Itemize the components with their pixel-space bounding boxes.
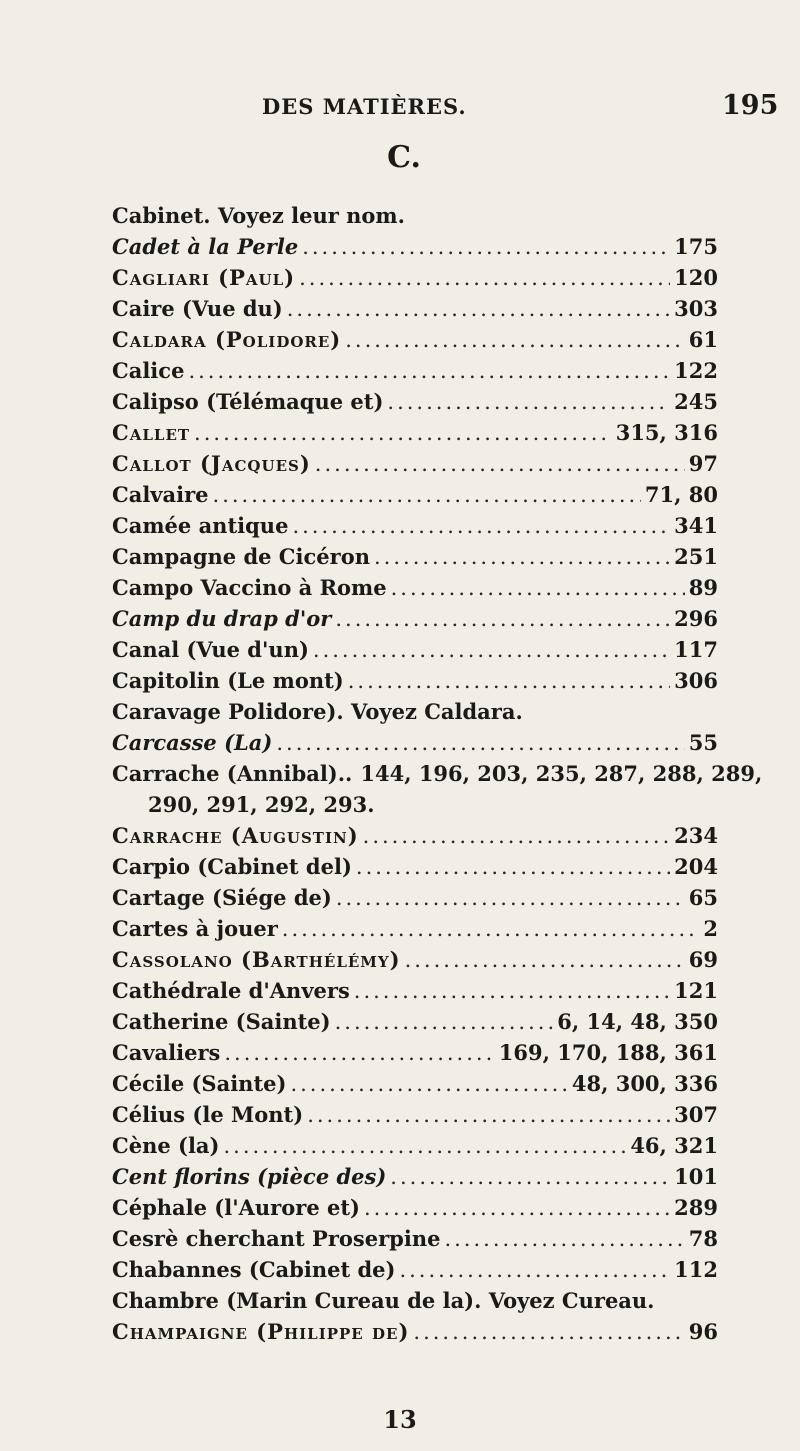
dot-leader — [374, 542, 670, 573]
entry-label: Camp du drap d'or — [112, 606, 332, 631]
index-entry — [112, 355, 718, 386]
index-entry — [112, 293, 718, 324]
entry-page-numbers: 69 — [688, 947, 718, 972]
entry-label: Cavaliers — [112, 1040, 221, 1065]
index-entry — [112, 200, 718, 231]
entry-page-numbers: 175 — [674, 234, 718, 259]
index-entry — [112, 696, 718, 727]
entry-label: Campagne de Cicéron — [112, 544, 370, 569]
entry-label: Canal (Vue d'un) — [112, 637, 309, 662]
dot-leader — [299, 263, 670, 294]
entry-label: Cent florins (pièce des) — [112, 1164, 387, 1189]
entry-page-numbers: 46, 321 — [630, 1133, 718, 1158]
entry-page-numbers: 315, 316 — [615, 420, 718, 445]
entry-page-numbers: 6, 14, 48, 350 — [557, 1009, 718, 1034]
dot-leader — [405, 945, 685, 976]
entry-label: Callet — [112, 420, 191, 445]
index-entry — [112, 1037, 718, 1068]
dot-leader — [413, 1317, 684, 1348]
index-entry — [112, 634, 718, 665]
entry-label: Catherine (Sainte) — [112, 1009, 331, 1034]
index-entry — [112, 510, 718, 541]
index-entry — [112, 944, 718, 975]
dot-leader — [335, 1007, 554, 1038]
entry-label: Chabannes (Cabinet de) — [112, 1257, 396, 1282]
index-entry — [112, 758, 763, 789]
entry-label: Céphale (l'Aurore et) — [112, 1195, 360, 1220]
entry-page-numbers: 169, 170, 188, 361 — [498, 1040, 718, 1065]
entry-label: Calvaire — [112, 482, 209, 507]
dot-leader — [363, 821, 671, 852]
entry-label: Caire (Vue du) — [112, 296, 283, 321]
entry-label: Carpio (Cabinet del) — [112, 854, 352, 879]
entry-page-numbers: 121 — [674, 978, 718, 1003]
entry-label: Cartes à jouer — [112, 916, 278, 941]
entry-page-numbers: 48, 300, 336 — [571, 1071, 718, 1096]
page-number: 195 — [722, 90, 779, 121]
entry-page-numbers: 117 — [674, 637, 718, 662]
index-entry — [112, 324, 718, 355]
dot-leader — [307, 1100, 670, 1131]
index-entry — [112, 1099, 718, 1130]
index-entry — [112, 231, 718, 262]
entry-label: Callot (Jacques) — [112, 451, 311, 476]
entry-label: Carrache (Annibal).. — [112, 761, 353, 786]
entry-label: Calipso (Télémaque et) — [112, 389, 384, 414]
entry-label: Champaigne (Philippe de) — [112, 1319, 410, 1344]
running-header — [0, 90, 800, 134]
entry-page-numbers: 97 — [688, 451, 718, 476]
dot-leader — [194, 418, 612, 449]
index-entry — [112, 541, 718, 572]
dot-leader — [399, 1255, 670, 1286]
entry-page-numbers: 65 — [688, 885, 718, 910]
dot-leader — [276, 728, 684, 759]
entry-label: Cécile (Sainte) — [112, 1071, 287, 1096]
index-entry — [112, 386, 718, 417]
dot-leader — [354, 976, 670, 1007]
entry-page-numbers: 303 — [674, 296, 718, 321]
index-entry — [112, 1254, 718, 1285]
dot-leader — [348, 666, 670, 697]
entry-label: Chambre (Marin Cureau de la). Voyez Cureau. — [112, 1288, 655, 1313]
dot-leader — [444, 1224, 684, 1255]
dot-leader — [391, 573, 685, 604]
index-entry — [112, 727, 718, 758]
index-entry — [112, 1316, 718, 1347]
entry-label: Campo Vaccino à Rome — [112, 575, 387, 600]
entry-label: Calice — [112, 358, 185, 383]
dot-leader — [315, 449, 685, 480]
entry-label: Caldara (Polidore) — [112, 327, 342, 352]
index-entry-continuation: 290, 291, 292, 293. — [148, 792, 375, 817]
entry-page-numbers: 112 — [674, 1257, 718, 1282]
entry-label: Cathédrale d'Anvers — [112, 978, 350, 1003]
section-heading — [0, 140, 800, 175]
index-entry — [112, 572, 718, 603]
entry-page-numbers: 71, 80 — [644, 482, 718, 507]
index-entry — [112, 820, 718, 851]
index-entry — [112, 417, 718, 448]
dot-leader — [390, 1162, 670, 1193]
dot-leader — [290, 1069, 567, 1100]
entry-label: Cesrè cherchant Proserpine — [112, 1226, 441, 1251]
entry-page-numbers: 89 — [688, 575, 718, 600]
entry-label: Cène (la) — [112, 1133, 220, 1158]
index-entry — [112, 975, 718, 1006]
index-entry — [112, 665, 718, 696]
dot-leader — [224, 1038, 494, 1069]
index-entry — [112, 1006, 718, 1037]
entry-page-numbers: 61 — [688, 327, 718, 352]
entry-page-numbers: 122 — [674, 358, 718, 383]
entry-page-numbers: 234 — [674, 823, 718, 848]
dot-leader — [292, 511, 670, 542]
entry-page-numbers: 341 — [674, 513, 718, 538]
dot-leader — [313, 635, 670, 666]
index-entry — [112, 851, 718, 882]
entry-label: Cagliari (Paul) — [112, 265, 296, 290]
index-entry — [112, 262, 718, 293]
entry-label: Capitolin (Le mont) — [112, 668, 344, 693]
dot-leader — [282, 914, 700, 945]
dot-leader — [387, 387, 670, 418]
dot-leader — [336, 883, 685, 914]
index-entry — [112, 1161, 718, 1192]
entry-page-numbers: 101 — [674, 1164, 718, 1189]
dot-leader — [302, 232, 670, 263]
dot-leader — [356, 852, 670, 883]
index-entry — [112, 479, 718, 510]
entry-label: Cartage (Siége de) — [112, 885, 332, 910]
entry-page-numbers: 96 — [688, 1319, 718, 1344]
entry-label: Cadet à la Perle — [112, 234, 299, 259]
section-letter: C. — [387, 140, 421, 175]
index-entry — [112, 913, 718, 944]
entry-page-numbers: 251 — [674, 544, 718, 569]
dot-leader — [223, 1131, 626, 1162]
entry-page-numbers: 78 — [688, 1226, 718, 1251]
entry-page-numbers: 289 — [674, 1195, 718, 1220]
entry-page-numbers: 2 — [703, 916, 718, 941]
entry-page-numbers: 120 — [674, 265, 718, 290]
entry-page-numbers: 306 — [674, 668, 718, 693]
index-entry — [112, 1068, 718, 1099]
entry-label: Cabinet. Voyez leur nom. — [112, 203, 405, 228]
running-title: DES MATIÈRES. — [262, 94, 467, 119]
dot-leader — [287, 294, 670, 325]
entry-label: Caravage Polidore). Voyez Caldara. — [112, 699, 523, 724]
entry-page-numbers: 144, 196, 203, 235, 287, 288, 289, — [360, 761, 763, 786]
entry-page-numbers: 296 — [674, 606, 718, 631]
index-entry — [112, 882, 718, 913]
entry-label: Camée antique — [112, 513, 289, 538]
entry-label: Cassolano (Barthélémy) — [112, 947, 401, 972]
entry-page-numbers: 55 — [688, 730, 718, 755]
index-entry-list — [112, 200, 763, 1347]
dot-leader — [213, 480, 641, 511]
entry-page-numbers: 307 — [674, 1102, 718, 1127]
dot-leader — [345, 325, 685, 356]
dot-leader — [364, 1193, 670, 1224]
index-entry — [112, 1130, 718, 1161]
entry-label: Célius (le Mont) — [112, 1102, 304, 1127]
index-entry — [112, 1192, 718, 1223]
index-entry — [112, 1285, 718, 1316]
signature-mark: 13 — [383, 1405, 417, 1434]
entry-page-numbers: 204 — [674, 854, 718, 879]
index-entry — [112, 1223, 718, 1254]
entry-label: Carrache (Augustin) — [112, 823, 359, 848]
index-entry — [112, 448, 718, 479]
entry-page-numbers: 245 — [674, 389, 718, 414]
entry-label: Carcasse (La) — [112, 730, 273, 755]
dot-leader — [188, 356, 670, 387]
dot-leader — [335, 604, 670, 635]
index-entry — [112, 603, 718, 634]
